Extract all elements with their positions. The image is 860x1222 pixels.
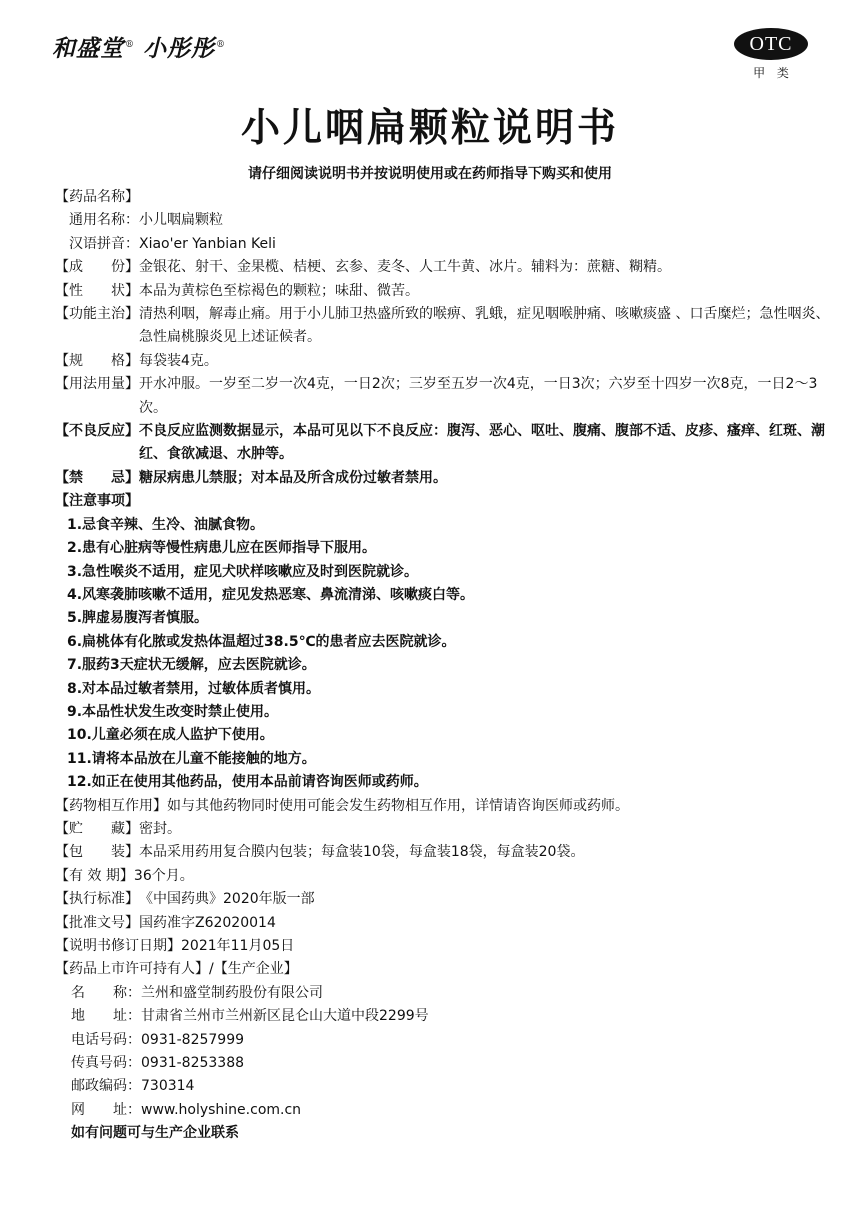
ingredients-row <box>55 256 835 279</box>
approval-label: 【批准文号】 <box>55 914 139 931</box>
company-name-value: 兰州和盛堂制药股份有限公司 <box>141 984 323 1001</box>
interaction-row <box>55 795 835 818</box>
usage-value: 开水冲服。一岁至二岁一次4克，一日2次；三岁至五岁一次4克，一日3次；六岁至十四岁一次8克，一日2～3次。 <box>139 376 818 416</box>
package-value: 本品采用药用复合膜内包装；每盒装10袋，每盒装18袋，每盒装20袋。 <box>139 844 585 861</box>
precaution-item: 3.急性喉炎不适用，症见犬吠样咳嗽应及时到医院就诊。 <box>67 563 419 580</box>
company-name-row <box>55 982 835 1005</box>
postcode-label: 邮政编码： <box>71 1078 141 1095</box>
otc-class: 甲 类 <box>753 66 793 80</box>
drug-name-heading-row <box>55 186 835 209</box>
holder-heading: 【药品上市许可持有人】/【生产企业】 <box>55 961 298 978</box>
approval-value: 国药准字Z62020014 <box>139 914 276 931</box>
storage-row <box>55 818 835 841</box>
properties-value: 本品为黄棕色至棕褐色的颗粒；味甜、微苦。 <box>139 282 419 299</box>
interaction-label: 【药物相互作用】 <box>55 797 167 814</box>
validity-label: 【有 效 期】 <box>55 867 134 884</box>
generic-name-label: 通用名称： <box>69 212 139 229</box>
otc-label: OTC <box>734 28 808 60</box>
adverse-value: 不良反应监测数据显示，本品可见以下不良反应：腹泻、恶心、呕吐、腹痛、腹部不适、皮疹、瘙痒、红斑、潮红、食欲减退、水肿等。 <box>139 423 825 463</box>
precautions-list <box>55 514 835 795</box>
company-name-label: 名 称： <box>71 984 141 1001</box>
contra-value: 糖尿病患儿禁服；对本品及所含成份过敏者禁用。 <box>139 469 447 486</box>
pinyin-row <box>55 233 835 256</box>
brand-name-secondary-text: 小彤彤 <box>143 35 215 62</box>
indications-value: 清热利咽，解毒止痛。用于小儿肺卫热盛所致的喉痹、乳蛾，症见咽喉肿痛、咳嗽痰盛 、口舌糜烂；急性咽炎、急性扁桃腺炎见上述证候者。 <box>139 306 830 346</box>
precaution-item: 2.患有心脏病等慢性病患儿应在医师指导下服用。 <box>67 540 377 557</box>
usage-label: 【用法用量】 <box>55 376 139 393</box>
generic-name-value: 小儿咽扁颗粒 <box>139 212 223 229</box>
indications-row <box>55 303 835 350</box>
precaution-item: 4.风寒袭肺咳嗽不适用，症见发热恶寒、鼻流清涕、咳嗽痰白等。 <box>67 586 475 603</box>
precaution-item: 7.服药3天症状无缓解，应去医院就诊。 <box>67 657 316 674</box>
address-label: 地 址： <box>71 1008 141 1025</box>
footer-row <box>55 1122 835 1145</box>
adverse-label: 【不良反应】 <box>55 423 139 440</box>
ingredients-value: 金银花、射干、金果榄、桔梗、玄参、麦冬、人工牛黄、冰片。辅料为：蔗糖、糊精。 <box>139 259 671 276</box>
spec-row <box>55 350 835 373</box>
storage-value: 密封。 <box>139 820 181 837</box>
page-subtitle: 请仔细阅读说明书并按说明使用或在药师指导下购买和使用 <box>248 166 612 182</box>
precaution-item: 5.脾虚易腹泻者慎服。 <box>67 610 209 627</box>
fax-value: 0931-8253388 <box>141 1055 245 1072</box>
contra-label: 【禁 忌】 <box>55 469 139 486</box>
generic-name-row <box>55 209 835 232</box>
ingredients-label: 【成 份】 <box>55 259 139 276</box>
brand-name-primary-text: 和盛堂 <box>52 35 124 62</box>
website-label: 网 址： <box>71 1101 141 1118</box>
adverse-row <box>55 420 835 467</box>
standard-row <box>55 888 835 911</box>
brand-logo <box>52 34 226 74</box>
properties-row <box>55 280 835 303</box>
precautions-heading: 【注意事项】 <box>55 493 139 510</box>
precaution-item: 6.扁桃体有化脓或发热体温超过38.5℃的患者应去医院就诊。 <box>67 633 456 650</box>
fax-row <box>55 1052 835 1075</box>
revision-row <box>55 935 835 958</box>
postcode-value: 730314 <box>141 1078 195 1095</box>
website-value: www.holyshine.com.cn <box>141 1101 302 1118</box>
page-title: 小儿咽扁颗粒说明书 <box>240 106 619 151</box>
precaution-item: 1.忌食辛辣、生冷、油腻食物。 <box>67 516 265 533</box>
brand-name-primary <box>52 34 135 64</box>
brand-name-secondary <box>143 34 226 64</box>
precautions-heading-row <box>55 490 835 513</box>
precaution-item: 11.请将本品放在儿童不能接触的地方。 <box>67 750 316 767</box>
footer-note: 如有问题可与生产企业联系 <box>71 1125 239 1142</box>
precaution-item: 8.对本品过敏者禁用，过敏体质者慎用。 <box>67 680 321 697</box>
registered-mark: ® <box>216 40 226 51</box>
precaution-item: 12.如正在使用其他药品，使用本品前请咨询医师或药师。 <box>67 774 428 791</box>
website-row <box>55 1099 835 1122</box>
pinyin-label: 汉语拼音： <box>69 235 139 252</box>
phone-row <box>55 1029 835 1052</box>
contra-row <box>55 467 835 490</box>
fax-label: 传真号码： <box>71 1055 141 1072</box>
validity-row <box>55 865 835 888</box>
revision-label: 【说明书修订日期】 <box>55 938 181 954</box>
holder-heading-row <box>55 958 835 981</box>
phone-label: 电话号码： <box>71 1031 141 1048</box>
phone-value: 0931-8257999 <box>141 1031 245 1048</box>
approval-row <box>55 912 835 935</box>
leaflet-content <box>55 186 835 1146</box>
postcode-row <box>55 1075 835 1098</box>
drug-name-heading: 【药品名称】 <box>55 189 139 205</box>
package-label: 【包 装】 <box>55 844 139 861</box>
spec-value: 每袋装4克。 <box>139 352 218 369</box>
pinyin-value: Xiao'er Yanbian Keli <box>139 235 276 252</box>
spec-label: 【规 格】 <box>55 352 139 369</box>
storage-label: 【贮 藏】 <box>55 820 139 837</box>
precaution-item: 9.本品性状发生改变时禁止使用。 <box>67 703 279 720</box>
address-value: 甘肃省兰州市兰州新区昆仑山大道中段2299号 <box>141 1008 429 1025</box>
standard-value: 《中国药典》2020年版一部 <box>139 891 315 908</box>
interaction-value: 如与其他药物同时使用可能会发生药物相互作用，详情请咨询医师或药师。 <box>167 797 629 814</box>
indications-label: 【功能主治】 <box>55 306 139 323</box>
address-row <box>55 1005 835 1028</box>
revision-value: 2021年11月05日 <box>181 938 295 954</box>
otc-badge <box>732 28 810 88</box>
properties-label: 【性 状】 <box>55 282 139 299</box>
package-row <box>55 841 835 864</box>
registered-mark: ® <box>125 40 135 51</box>
precaution-item: 10.儿童必须在成人监护下使用。 <box>67 727 274 744</box>
validity-value: 36个月。 <box>133 867 194 884</box>
usage-row <box>55 373 835 420</box>
standard-label: 【执行标准】 <box>55 891 139 908</box>
